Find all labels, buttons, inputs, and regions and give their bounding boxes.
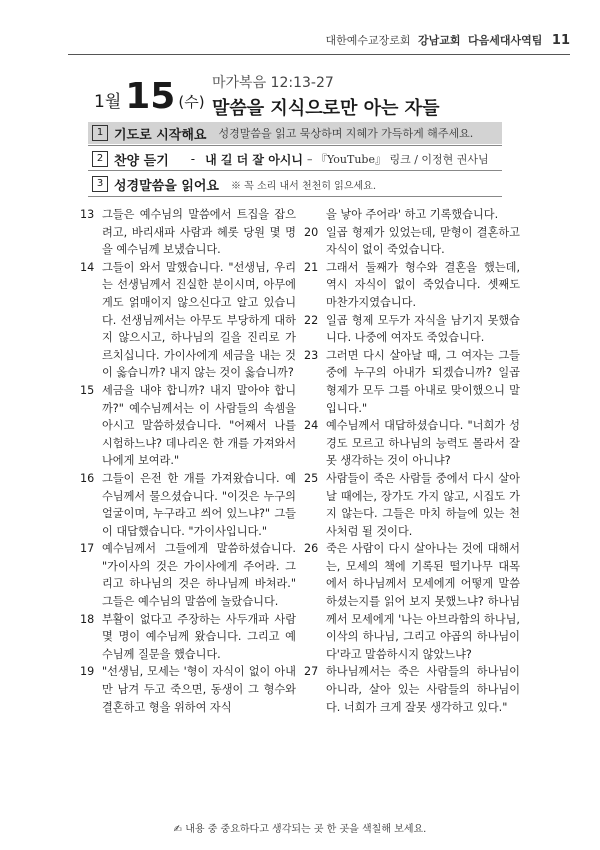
verse-text: 예수님께서 대답하셨습니다. "너희가 성경도 모르고 하나님의 능력도 몰라서 잘못 생각하는 것이 아니냐? [326,419,520,468]
verse-text: 그래서 둘째가 형수와 결혼을 했는데, 역시 자식이 없이 죽었습니다. 셋째도 마찬가지였습니다. [326,260,520,309]
verse-text: 하나님께서는 죽은 사람들의 하나님이 아니라, 살아 있는 사람들의 하나님이다. 너희가 크게 잘못 생각하고 있다." [326,665,520,714]
section-label: 기도로 시작해요 [114,127,207,143]
verse-text: 그들이 와서 말했습니다. "선생님, 우리는 선생님께서 진실한 분이시며, 아무에게도 얽매이지 않으신다고 알고 있습니다. 선생님께서는 아무도 부당하게 대하지 않으시고, 하나님의 길을 진리로 가르치십니다. 가이사에게 세금을 내는 것이 옳습니까? 내지 않는 것이 옳습니까? [102,260,296,380]
verse-number: 24 [304,419,319,433]
verse [304,663,520,716]
date-weekday: (수) [178,93,205,111]
title-block [212,72,439,120]
verse [80,663,296,716]
verse-continuation [304,206,520,224]
verse-number: 27 [304,665,319,679]
left-column [80,206,296,716]
verse-number: 26 [304,542,319,556]
header-org: 대한예수교장로회 [325,34,411,47]
verse-text: 죽은 사람이 다시 살아나는 것에 대해서는, 모세의 책에 기록된 떨기나무 대목에서 하나님께서 모세에게 어떻게 말씀하셨는지를 읽어 보지 못했느냐? 하나님께서 모세에게 '나는 아브라함의 하나님, 이삭의 하나님, 그리고 야곱의 하나님이다'라고 말씀하시지 않았느냐? [326,542,520,661]
date-day: 15 [125,76,176,117]
verse-text: 사람들이 죽은 사람들 중에서 다시 살아날 때에는, 장가도 가지 않고, 시집도 가지 않는다. 그들은 마치 하늘에 있는 천사처럼 될 것이다. [326,471,520,538]
verse-number: 23 [304,348,319,362]
scripture-text [80,206,520,716]
verse [80,259,296,382]
verse-text: 일곱 형제가 있었는데, 맏형이 결혼하고 자식이 없이 죽었습니다. [326,225,520,257]
scripture-reference: 마가복음 12:13-27 [212,75,334,91]
verse [80,382,296,470]
section-divider [88,145,502,146]
verse-number: 19 [80,665,95,679]
verse-text: 부활이 없다고 주장하는 사두개파 사람 몇 명이 예수님께 왔습니다. 그리고 예수님께 질문을 했습니다. [102,612,296,661]
section-label: 찬양 듣기 [114,153,169,169]
verse [304,470,520,540]
footer-instruction: ✍ 내용 중 중요하다고 생각되는 곳 한 곳을 색칠해 보세요. [173,824,427,835]
verse [304,259,520,312]
verse [80,540,296,610]
date-month: 1월 [94,92,122,112]
verse-number: 17 [80,542,95,556]
verse-text: 그들이 은전 한 개를 가져왔습니다. 예수님께서 물으셨습니다. "이것은 누구의 얼굴이며, 누구라고 씌어 있느냐?" 그들이 대답했습니다. "가이사입니다." [102,471,296,538]
header-team: 다음세대사역팀 [468,34,543,47]
header-church: 강남교회 [418,34,461,47]
verse-text: 그러면 다시 살아날 때, 그 여자는 그들 중에 누구의 아내가 되겠습니까? 일곱 형제가 모두 그를 아내로 맞이했으니 말입니다." [326,348,520,415]
page-header [325,32,570,48]
verse-text: 세금을 내야 합니까? 내지 말아야 합니까?" 예수님께서는 이 사람들의 속셈을 아시고 말씀하셨습니다. "어째서 나를 시험하느냐? 데나리온 한 개를 가져와서 나에게 보여라." [102,383,296,468]
section-dash: - [190,152,196,166]
section-number: 2 [92,151,108,167]
verse [304,540,520,663]
section-number: 3 [92,176,108,192]
verse-number: 15 [80,383,95,397]
verse-text: 을 낳아 주어라' 하고 기록했습니다. [326,208,499,221]
song-title: 내 길 더 잘 아시니 [205,152,303,167]
song-link[interactable]: – 『YouTube』 링크 / 이정현 권사님 [306,153,489,166]
section-description: 성경말씀을 읽고 묵상하며 지혜가 가득하게 해주세요. [218,127,474,140]
section-song [88,148,502,170]
right-column [304,206,520,716]
section-read [88,173,502,195]
verse [304,347,520,417]
verse-number: 16 [80,471,95,485]
verse-number: 13 [80,208,95,221]
verse-number: 21 [304,260,319,274]
section-number: 1 [92,125,108,141]
section-divider [88,170,502,171]
section-divider [88,196,502,197]
verse [80,470,296,540]
page-title: 말씀을 지식으로만 아는 자들 [212,98,440,119]
date-block [94,72,205,118]
section-prayer [88,122,502,144]
section-label: 성경말씀을 읽어요 [114,178,219,194]
verse-number: 22 [304,313,319,327]
section-note: ※ 꼭 소리 내서 천천히 읽으세요. [231,180,376,192]
verse-number: 25 [304,471,319,485]
verse [80,611,296,664]
page-number: 11 [551,33,570,48]
verse-text: 일곱 형제 모두가 자식을 남기지 못했습니다. 나중에 여자도 죽었습니다. [326,313,520,345]
verse-text: 예수님께서 그들에게 말씀하셨습니다. "가이사의 것은 가이사에게 주어라. 그리고 하나님의 것은 하나님께 바쳐라." 그들은 예수님의 말씀에 놀랐습니다. [102,542,296,609]
verse-number: 14 [80,260,95,274]
verse-text: 그들은 예수님의 말씀에서 트집을 잡으려고, 바리새파 사람과 헤롯 당원 몇 명을 예수님께 보냈습니다. [102,208,296,257]
header-divider [68,54,570,55]
verse-text: "선생님, 모세는 '형이 자식이 없이 아내만 남겨 두고 죽으면, 동생이 그 형수와 결혼하고 형을 위하여 자식 [102,665,296,714]
verse-number: 20 [304,225,319,239]
verse [304,312,520,347]
verse [80,206,296,259]
verse [304,417,520,470]
verse-number: 18 [80,612,95,626]
verse [304,224,520,259]
